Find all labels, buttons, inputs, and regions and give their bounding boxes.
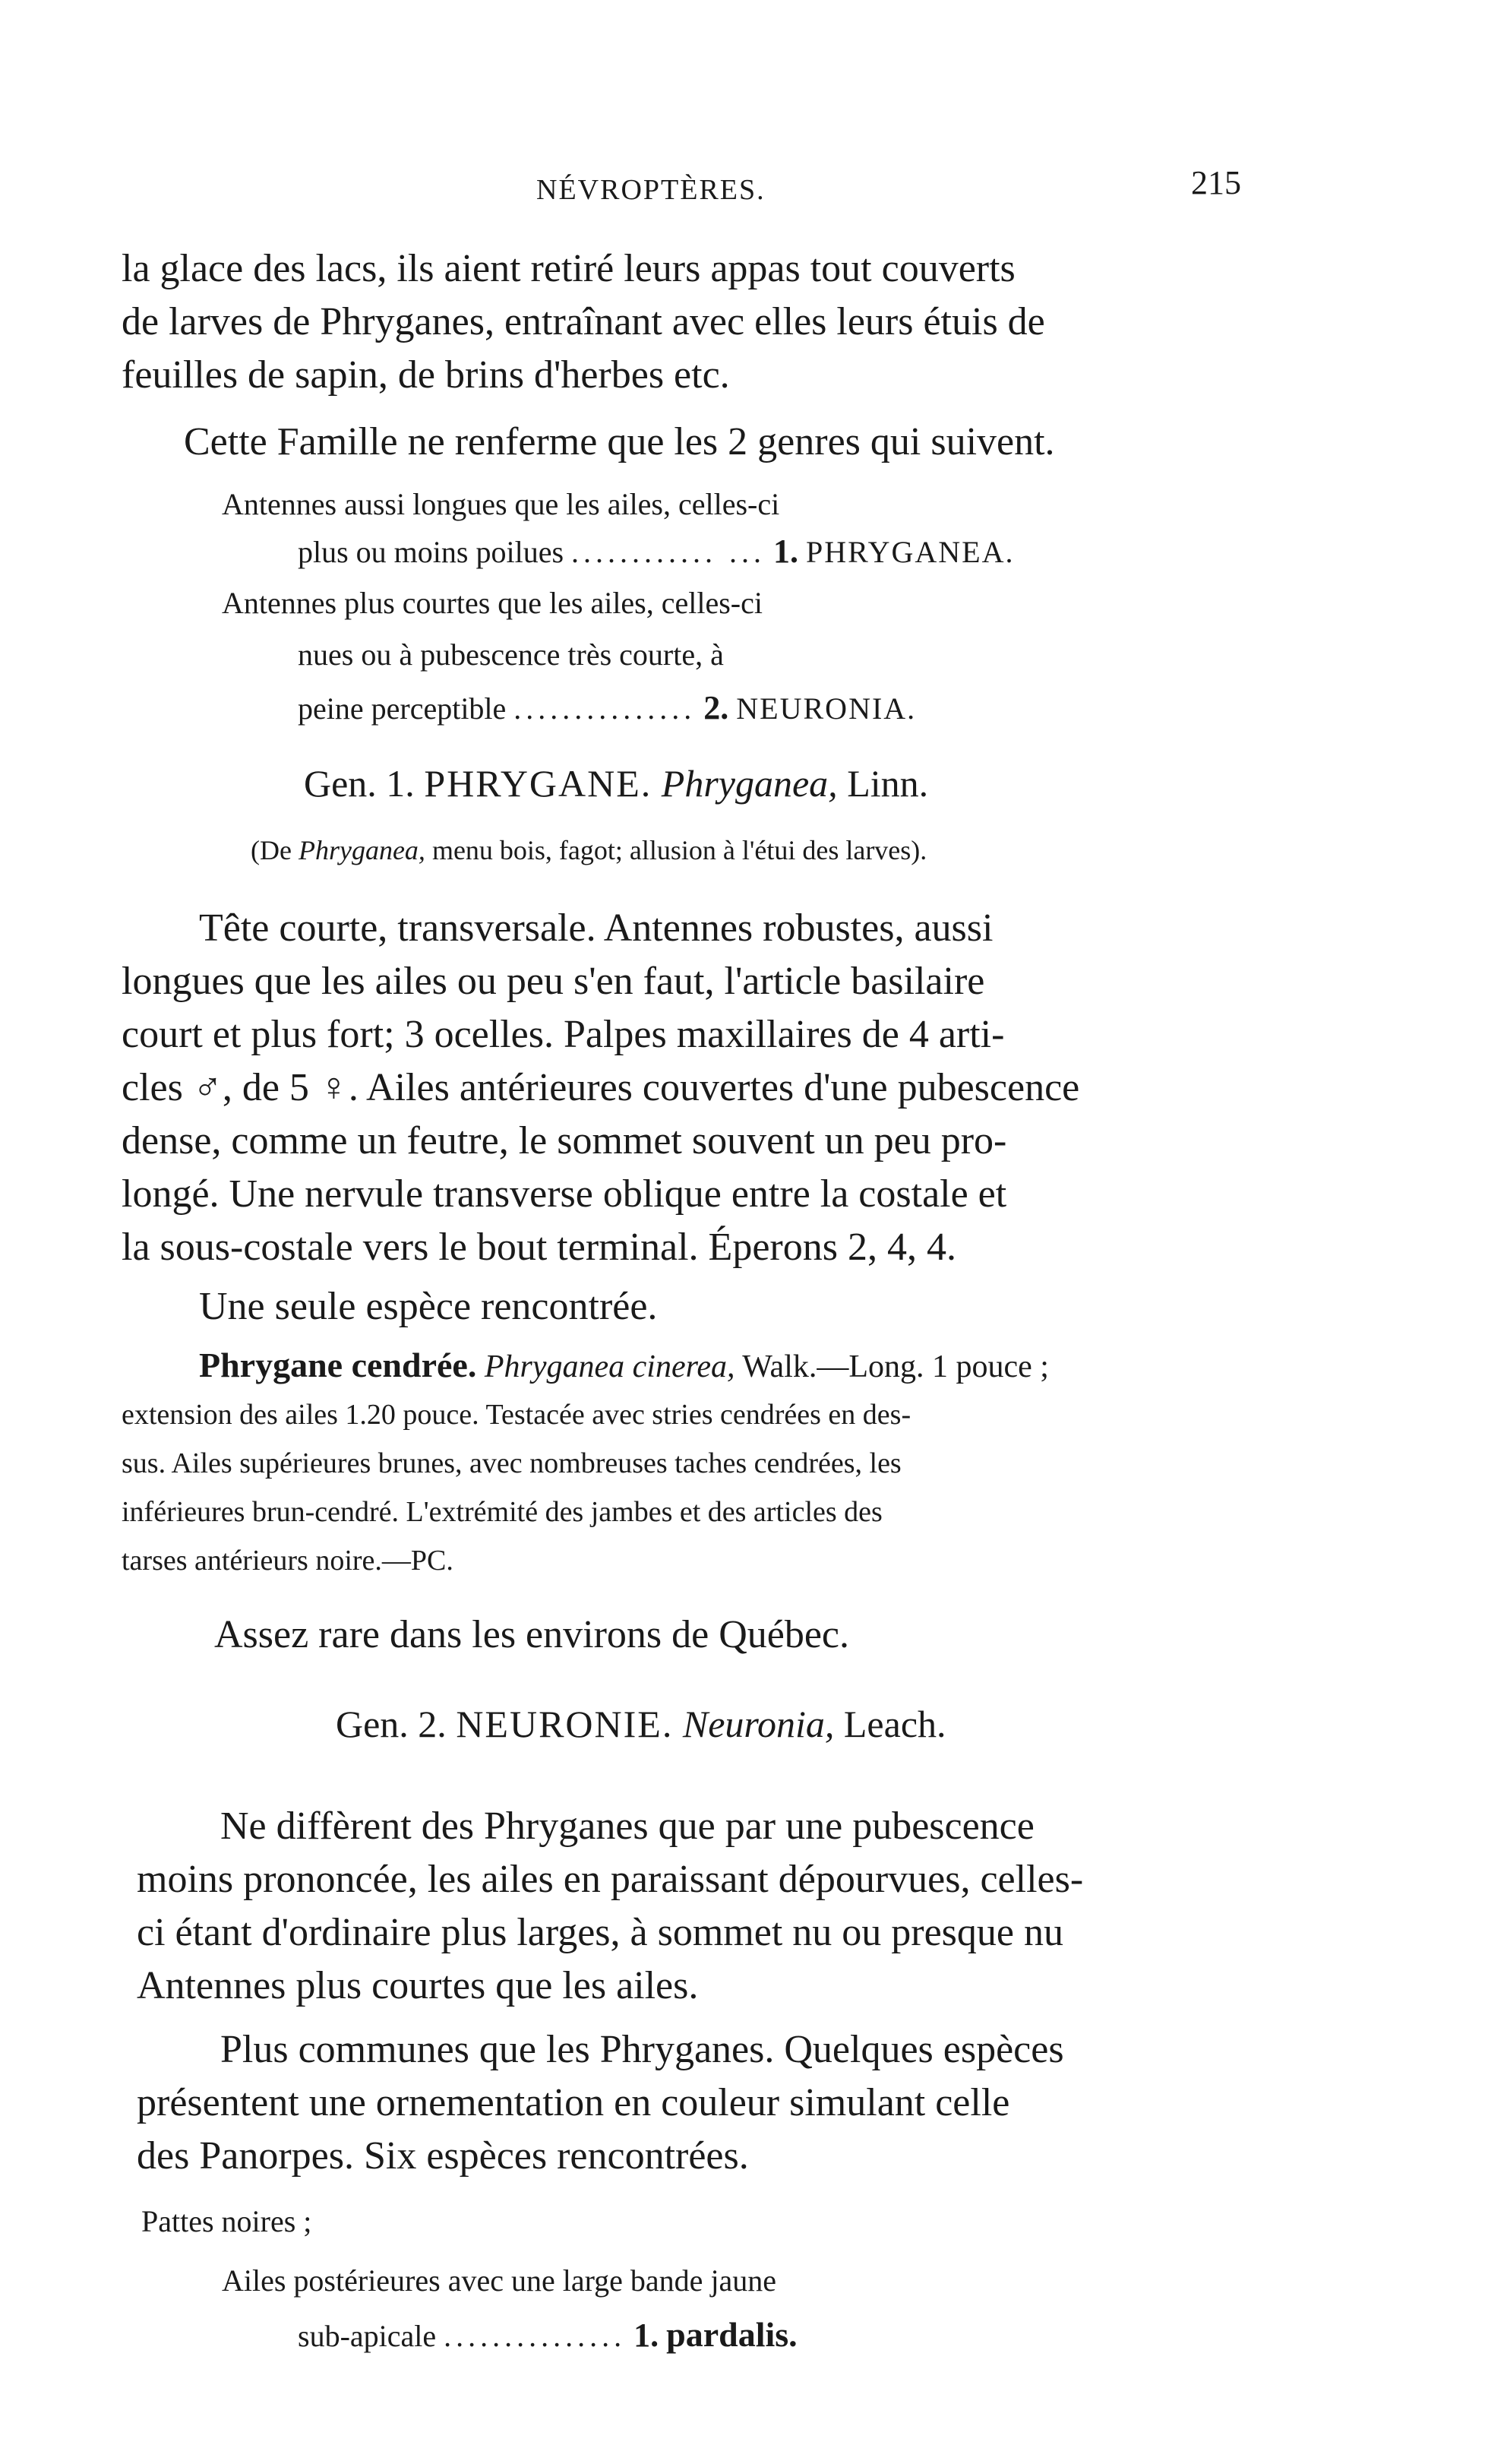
gen1-desc-line1: Tête courte, transversale. Antennes robustes, aussi <box>199 906 994 950</box>
key2-line3 <box>298 688 916 727</box>
gen2-desc-line1: Ne diffèrent des Phryganes que par une pubescence <box>220 1805 1035 1848</box>
etymology-open: (De <box>251 835 292 865</box>
key3-text: sub-apicale <box>298 2319 437 2353</box>
species1-line2: extension des ailes 1.20 pouce. Testacée avec stries cendrées en des- <box>122 1399 911 1431</box>
etymology-rest: menu bois, fagot; allusion à l'étui des larves). <box>431 835 927 865</box>
gen2-note-line3: des Panorpes. Six espèces rencontrées. <box>137 2134 749 2178</box>
genus1-heading <box>304 761 928 805</box>
genus2-latin: Neuronia, <box>682 1703 835 1745</box>
page-number: 215 <box>1191 164 1241 201</box>
key2-leader: ............... <box>513 691 697 726</box>
genus2-label: Gen. 2. <box>336 1703 447 1745</box>
genus1-name: PHRYGANE. <box>424 762 652 805</box>
key1-line2 <box>298 532 1015 571</box>
gen2-desc-line3: ci étant d'ordinaire plus larges, à sommet nu ou presque nu <box>137 1911 1063 1954</box>
key2-text: peine perceptible <box>298 691 507 726</box>
species1-line1 <box>199 1345 1049 1385</box>
key3-heading: Pattes noires ; <box>141 2204 312 2238</box>
species1-distribution: Assez rare dans les environs de Québec. <box>214 1613 850 1656</box>
key2-number: 2. <box>703 689 729 726</box>
para1-line2: de larves de Phryganes, entraînant avec elles leurs étuis de <box>122 300 1045 343</box>
key3-line1: Ailes postérieures avec une large bande jaune <box>222 2263 777 2298</box>
species1-name: Phrygane cendrée. <box>199 1346 477 1384</box>
family-note: Cette Famille ne renferme que les 2 genres qui suivent. <box>184 420 1055 463</box>
species1-line5: tarses antérieurs noire.—PC. <box>122 1545 453 1577</box>
species1-rest: Walk.—Long. 1 pouce ; <box>742 1349 1049 1384</box>
key1-genus: PHRYGANEA. <box>806 535 1015 569</box>
gen1-desc-line6: longé. Une nervule transverse oblique entre la costale et <box>122 1172 1007 1216</box>
key3-number: 1. <box>633 2317 659 2354</box>
gen2-desc-line4: Antennes plus courtes que les ailes. <box>137 1964 699 2007</box>
key2-genus: NEURONIA. <box>736 691 917 726</box>
gen2-note-line2: présentent une ornementation en couleur simulant celle <box>137 2081 1010 2124</box>
running-header: NÉVROPTÈRES. <box>536 174 766 206</box>
genus1-label: Gen. 1. <box>304 762 415 805</box>
key3-leader: ............... <box>444 2319 627 2353</box>
genus1-etymology <box>251 834 927 866</box>
para1-line3: feuilles de sapin, de brins d'herbes etc. <box>122 353 730 397</box>
genus1-author: Linn. <box>847 762 929 805</box>
key3-line2 <box>298 2314 798 2355</box>
key1-leader: ............ ... <box>571 535 766 569</box>
key3-species: pardalis. <box>666 2315 798 2354</box>
genus2-heading <box>336 1702 946 1746</box>
gen1-desc-line2: longues que les ailes ou peu s'en faut, l'article basilaire <box>122 960 985 1003</box>
species1-line4: inférieures brun-cendré. L'extrémité des jambes et des articles des <box>122 1496 883 1528</box>
gen2-desc-line2: moins prononcée, les ailes en paraissant dépourvues, celles- <box>137 1858 1084 1901</box>
etymology-word: Phryganea, <box>298 835 425 865</box>
gen1-desc-line5: dense, comme un feutre, le sommet souvent un peu pro- <box>122 1119 1007 1162</box>
gen1-desc-line7: la sous-costale vers le bout terminal. Éperons 2, 4, 4. <box>122 1226 956 1269</box>
gen1-species-count: Une seule espèce rencontrée. <box>199 1285 658 1328</box>
genus2-name: NEURONIE. <box>456 1703 674 1745</box>
key1-text: plus ou moins poilues <box>298 535 564 569</box>
key2-line1: Antennes plus courtes que les ailes, celles-ci <box>222 586 763 620</box>
genus1-latin: Phryganea, <box>661 762 838 805</box>
para1-line1: la glace des lacs, ils aient retiré leurs appas tout couverts <box>122 247 1016 290</box>
species1-latin: Phryganea cinerea, <box>484 1349 735 1384</box>
gen2-note-line1: Plus communes que les Phryganes. Quelques espèces <box>220 2028 1064 2071</box>
key1-number: 1. <box>773 533 799 570</box>
key1-line1: Antennes aussi longues que les ailes, celles-ci <box>222 487 780 521</box>
gen1-desc-line4: cles ♂, de 5 ♀. Ailes antérieures couvertes d'une pubescence <box>122 1066 1080 1109</box>
genus2-author: Leach. <box>843 1703 946 1745</box>
key2-line2: nues ou à pubescence très courte, à <box>298 637 724 672</box>
species1-line3: sus. Ailes supérieures brunes, avec nombreuses taches cendrées, les <box>122 1447 902 1479</box>
gen1-desc-line3: court et plus fort; 3 ocelles. Palpes maxillaires de 4 arti- <box>122 1013 1005 1056</box>
